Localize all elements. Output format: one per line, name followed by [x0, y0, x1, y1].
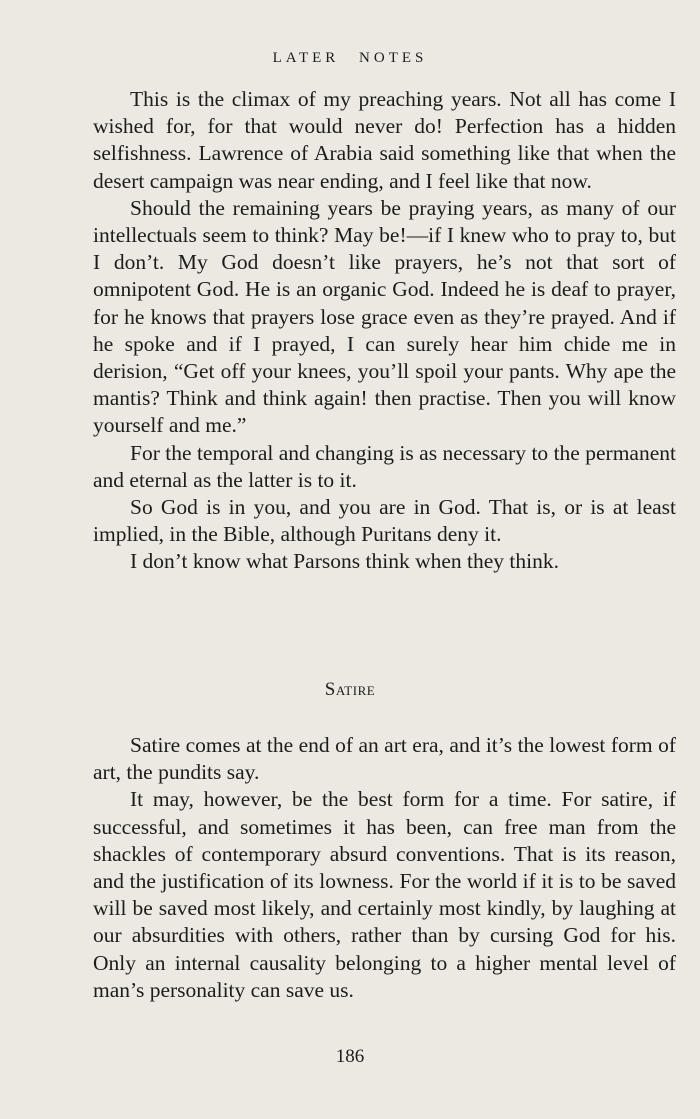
text-block-later-notes: [93, 86, 676, 576]
section-title: Satire: [324, 679, 376, 700]
paragraph: Satire comes at the end of an art era, and it’s the lowest form of art, the pundits say.: [93, 733, 676, 785]
paragraph: It may, however, be the best form for a time. For satire, if successful, and sometimes it has been, can free man from the shackles of contemporary absurd conventions. That is its reason, and the justification of its lowness. For the world if it is to be saved will be saved most likely, and certainly most kindly, by laughing at our absurdities with others, rather than by cursing God for his. Only an internal causality belonging to a higher mental level of man’s personality can save us.: [93, 787, 676, 1002]
paragraph: Should the remaining years be praying years, as many of our intellectuals seem to think? May be!—if I knew who to pray to, but I don’t. My God doesn’t like prayers, he’s not that sort of omnipotent God. He is an organic God. Indeed he is deaf to prayer, for he knows that prayers lose grace even as they’re prayed. And if he spoke and if I prayed, I can surely hear him chide me in derision, “Get off your knees, you’ll spoil your pants. Why ape the mantis? Think and think again! then practise. Then you will know yourself and me.”: [93, 195, 676, 438]
page-number: 186: [335, 1046, 365, 1067]
paragraph: I don’t know what Parsons think when they think.: [130, 549, 559, 574]
paragraph: So God is in you, and you are in God. That is, or is at least implied, in the Bible, although Puritans deny it.: [93, 495, 676, 547]
paragraph: This is the climax of my preaching years. Not all has come I wished for, for that would never do! Perfection has a hidden selfishness. Lawrence of Arabia said something like that when the desert campaign was near ending, and I feel like that now.: [93, 87, 676, 193]
running-head: LATER NOTES: [272, 50, 428, 66]
paragraph: For the temporal and changing is as necessary to the permanent and eternal as the latter is to it.: [93, 440, 676, 492]
text-block-satire: [93, 732, 676, 1004]
